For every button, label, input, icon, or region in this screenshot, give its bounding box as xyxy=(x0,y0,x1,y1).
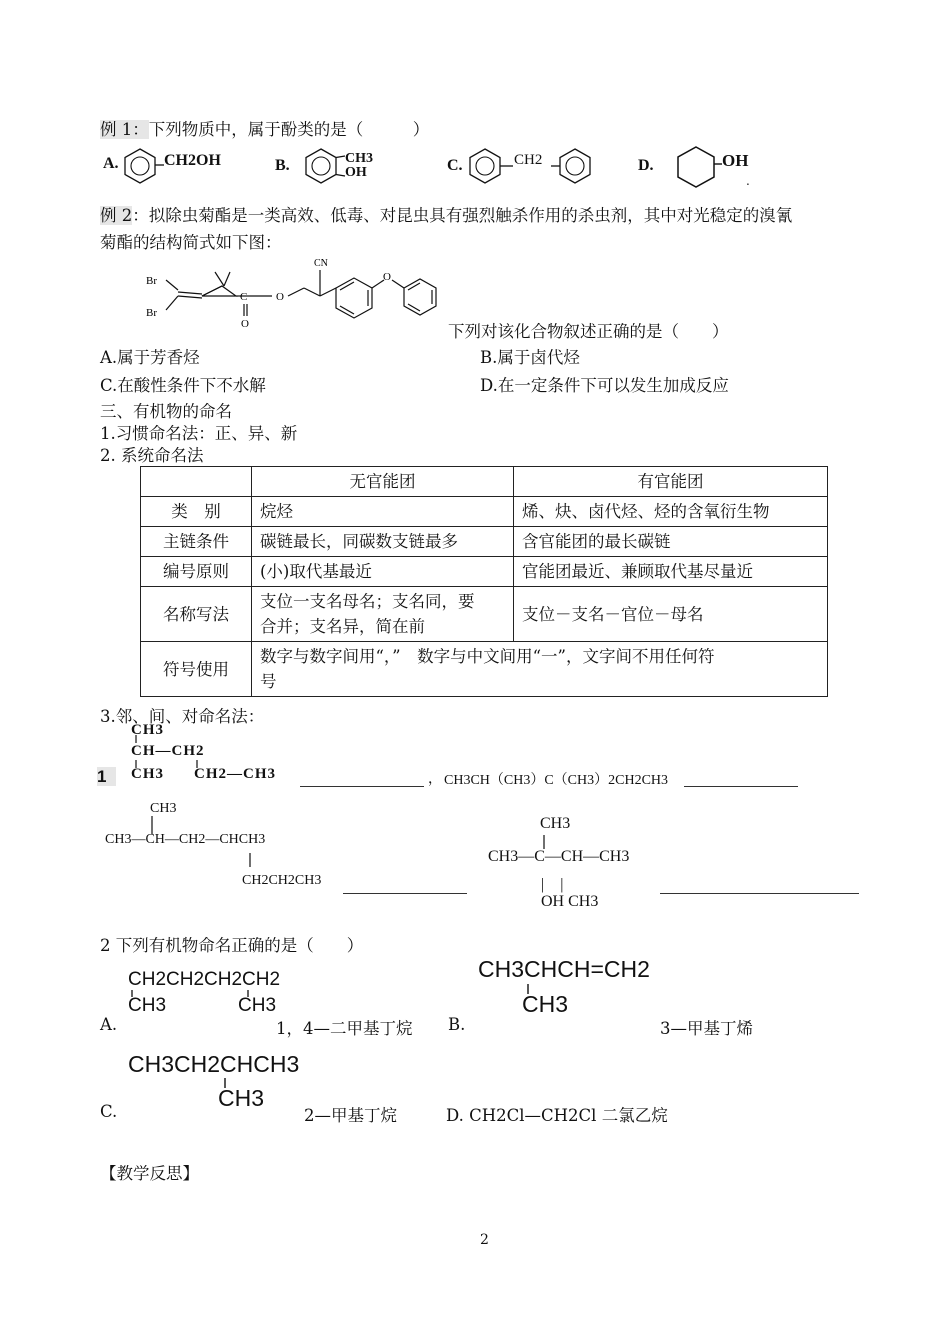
cyclohexane-ring-icon xyxy=(674,145,720,189)
ex1-option-b-bottom: OH xyxy=(345,165,367,180)
table-row-label: 编号原则 xyxy=(141,557,252,587)
table-cell: (小)取代基最近 xyxy=(252,557,514,587)
q1-struct4-main: CH3—C—CH—CH3 xyxy=(488,848,630,865)
bromine-label-2: Br xyxy=(146,307,157,319)
q1-struct1-bottom-right: CH2—CH3 xyxy=(194,766,276,782)
table-row-label: 主链条件 xyxy=(141,527,252,557)
ex1-option-d-letter: D. xyxy=(638,157,654,174)
table-row-label: 类 别 xyxy=(141,497,252,527)
ex1-dot: . xyxy=(746,174,750,188)
deltamethrin-structure xyxy=(140,252,450,342)
q1-number-wrap xyxy=(97,767,116,787)
q2-a-sub2: CH3 xyxy=(238,995,277,1016)
benzene-ring-icon xyxy=(301,146,341,186)
q2-b-name: 3—甲基丁烯 xyxy=(660,1019,753,1038)
table-cell-merged xyxy=(252,642,828,697)
q1-struct1-top: CH3 xyxy=(131,722,164,738)
table-row-label: 名称写法 xyxy=(141,587,252,642)
q1-struct3-top: CH3 xyxy=(150,801,177,816)
table-cell: 含官能团的最长碳链 xyxy=(514,527,828,557)
q2-b-sub: CH3 xyxy=(522,991,569,1017)
section3-title: 三、有机物的命名 xyxy=(100,402,232,421)
carbonyl-oxygen-label: O xyxy=(241,318,249,330)
table-cell: 烷烃 xyxy=(252,497,514,527)
ester-oxygen-label: O xyxy=(276,291,284,303)
benzene-ring-icon xyxy=(551,146,595,186)
q1-struct1-bottom-left: CH3 xyxy=(131,766,164,782)
page-number: 2 xyxy=(480,1232,489,1248)
example2-label: 例 2 xyxy=(100,206,133,225)
q1-comma: ， xyxy=(428,771,442,787)
q2-c-line1: CH3CH2CHCH3 xyxy=(128,1051,300,1077)
ex1-option-b-top: CH3 xyxy=(345,151,373,166)
ex1-option-c-bridge: CH2 xyxy=(514,152,543,168)
table-row xyxy=(141,527,828,557)
ex1-option-a-letter: A. xyxy=(103,155,119,172)
example2-question: 下列对该化合物叙述正确的是（ ） xyxy=(448,322,729,341)
ex1-option-c-letter: C. xyxy=(447,157,463,174)
q1-struct4-bars: | | xyxy=(541,876,564,893)
q1-answer-blank-4[interactable] xyxy=(660,893,859,894)
q1-struct3-main: CH3—CH—CH2—CHCH3 xyxy=(105,832,266,847)
example2-option-a: A.属于芳香烃 xyxy=(100,348,200,367)
ether-oxygen-label: O xyxy=(383,271,391,283)
example2-line1 xyxy=(100,202,792,226)
q1-answer-blank-2[interactable] xyxy=(684,786,798,787)
table-cell: 烯、炔、卤代烃、烃的含氧衍生物 xyxy=(514,497,828,527)
q2-a-sub1: CH3 xyxy=(128,995,167,1016)
q2-a-name: 1，4—二甲基丁烷 xyxy=(276,1019,413,1038)
q1-struct4-top: CH3 xyxy=(540,815,571,832)
bromine-label-1: Br xyxy=(146,275,157,287)
q1-number: 1 xyxy=(97,767,116,786)
ex1-option-d-group: OH xyxy=(722,151,749,170)
table-row xyxy=(141,642,828,697)
section3-item3: 3.邻、间、对命名法： xyxy=(100,707,265,726)
teaching-reflection-heading: 【教学反思】 xyxy=(100,1164,199,1183)
example2-option-d: D.在一定条件下可以发生加成反应 xyxy=(480,376,729,395)
carbonyl-carbon-label: C xyxy=(240,291,248,303)
table-cell xyxy=(252,587,514,642)
table-header-with-group: 有官能团 xyxy=(514,467,828,497)
table-cell: 官能团最近、兼顾取代基尽量近 xyxy=(514,557,828,587)
q2-b-letter: B. xyxy=(448,1015,466,1034)
q2-a-line1: CH2CH2CH2CH2 xyxy=(128,969,281,990)
q1-formula-2: CH3CH（CH3）C（CH3）2CH2CH3 xyxy=(444,773,669,788)
table-header-no-group: 无官能团 xyxy=(252,467,514,497)
cell-line: 数字与数字间用“，” 数字与中文间用“一”，文字间不用任何符 xyxy=(260,647,715,666)
cyano-label: CN xyxy=(314,258,328,269)
q1-answer-blank-1[interactable] xyxy=(300,786,424,787)
q2-question: 2 下列有机物命名正确的是（ ） xyxy=(100,936,364,955)
table-header-empty xyxy=(141,467,252,497)
q2-a-letter: A. xyxy=(100,1015,118,1034)
example2-option-c: C.在酸性条件下不水解 xyxy=(100,376,266,395)
table-row xyxy=(141,587,828,642)
example2-option-b: B.属于卤代烃 xyxy=(480,348,580,367)
q2-b-line1: CH3CHCH=CH2 xyxy=(478,956,650,982)
cell-line: 号 xyxy=(260,672,277,691)
example2-line2: 菊酯的结构简式如下图： xyxy=(100,233,282,252)
table-cell: 支位－支名－官位－母名 xyxy=(514,587,828,642)
table-cell: 碳链最长，同碳数支链最多 xyxy=(252,527,514,557)
example2-text1: ：拟除虫菊酯是一类高效、低毒、对昆虫具有强烈触杀作用的杀虫剂，其中对光稳定的溴氰 xyxy=(132,206,793,225)
cell-line: 合并；支名异，简在前 xyxy=(260,617,425,636)
naming-rules-table xyxy=(140,466,828,697)
table-row xyxy=(141,497,828,527)
benzene-ring-icon xyxy=(120,146,160,186)
example1-line xyxy=(100,116,429,140)
q2-c-letter: C. xyxy=(100,1102,118,1121)
q1-struct3-bottom: CH2CH2CH3 xyxy=(242,873,322,888)
example1-question: 下列物质中，属于酚类的是（ ） xyxy=(148,120,430,139)
q2-c-name: 2—甲基丁烷 xyxy=(304,1106,397,1125)
q2-d-text: D. CH2Cl—CH2Cl 二氯乙烷 xyxy=(446,1106,668,1125)
table-row-label: 符号使用 xyxy=(141,642,252,697)
q1-struct4-bottom: OH CH3 xyxy=(541,893,599,910)
q2-c-sub: CH3 xyxy=(218,1085,265,1111)
q1-answer-blank-3[interactable] xyxy=(343,893,467,894)
section3-item1: 1.习惯命名法：正、异、新 xyxy=(100,424,298,443)
benzene-ring-icon xyxy=(465,146,505,186)
ex1-option-b-letter: B. xyxy=(275,157,290,174)
table-row xyxy=(141,557,828,587)
example1-label: 例 1： xyxy=(100,120,149,139)
cell-line: 支位一支名母名；支名同，要 xyxy=(260,592,475,611)
section3-item2: 2. 系统命名法 xyxy=(100,446,204,465)
table-header-row xyxy=(141,467,828,497)
q1-struct1-middle: CH—CH2 xyxy=(131,743,205,759)
ex1-option-a-group: CH2OH xyxy=(164,152,221,169)
